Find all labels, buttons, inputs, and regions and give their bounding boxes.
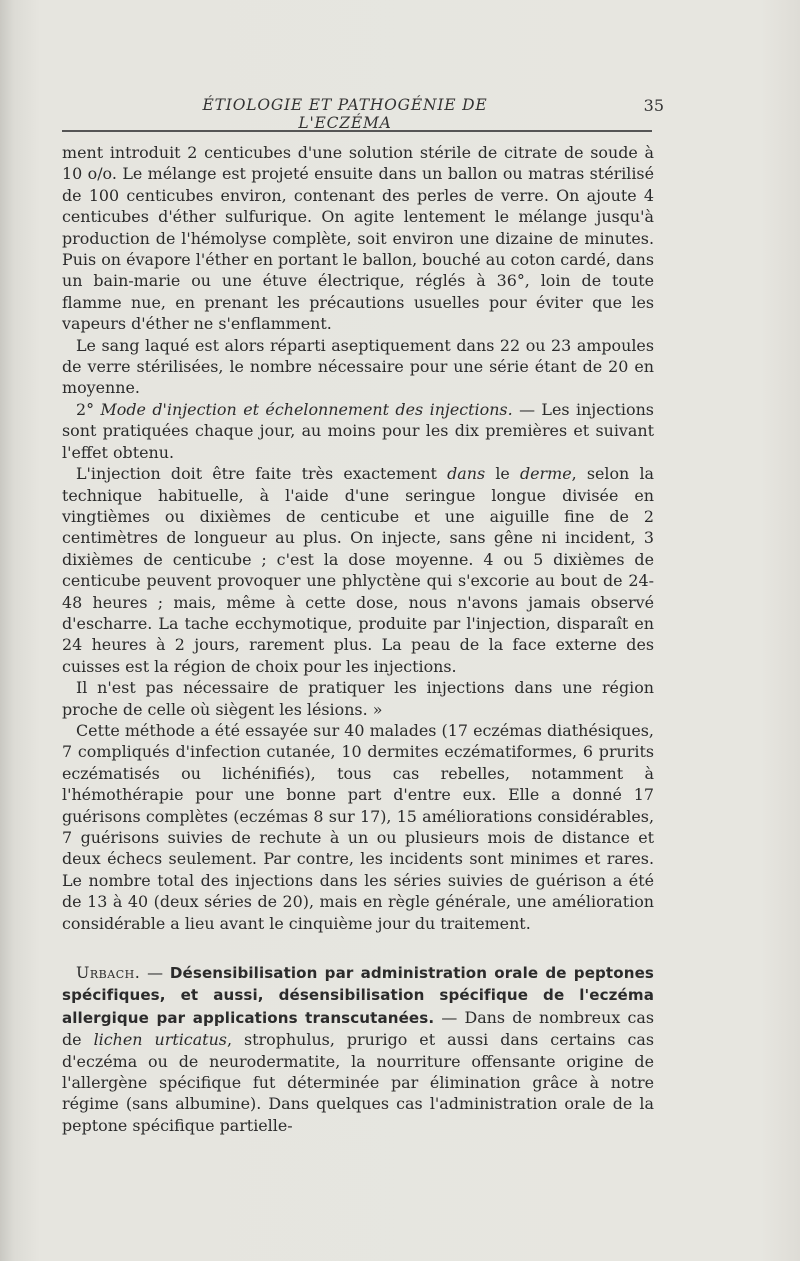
author-name: Urbach. — [76, 963, 141, 983]
section-title: Désensibilisation par administration orale de peptones spécifiques, et aussi, désensibilisation spécifique de l'eczéma allergique par applications transcutanées. — [62, 964, 654, 1027]
paragraph-results: Cette méthode a été essayée sur 40 malades (17 eczémas diathésiques, 7 compliqués d'infection cutanée, 10 dermites eczématiformes, 6 prurits eczématisés ou lichénifiés), tous cas rebelles, notamment à l'hémothérapie pour une bonne part d'entre eux. Elle a donné 17 guérisons complètes (eczémas 8 sur 17), 15 améliorations considérables, 7 guérisons suivies de rechute à un ou plusieurs mois de distance et deux échecs seulement. Par contre, les incidents sont minimes et rares. Le nombre total des injections dans les séries suivies de guérison a été de 13 à 40 (deux séries de 20), mais en règle générale, une amélioration considérable a lieu avant le cinquième jour du traitement. — [62, 720, 654, 933]
emphasis-term: lichen urticatus — [93, 1030, 227, 1050]
paragraph-location: Il n'est pas nécessaire de pratiquer les injections dans une région proche de celle où siègent les lésions. » — [62, 678, 654, 719]
paragraph-blood: Le sang laqué est alors réparti aseptiquement dans 22 ou 23 ampoules de verre stérilisées, le nombre nécessaire pour une série étant de 20 en moyenne. — [62, 335, 654, 398]
header-rule — [62, 130, 652, 132]
running-title: ÉTIOLOGIE ET PATHOGÉNIE DE L'ECZÉMA — [202, 96, 488, 132]
emphasis-dans: dans — [447, 464, 486, 484]
paragraph-continued: ment introduit 2 centicubes d'une solution stérile de citrate de soude à 10 o/o. Le mélange est projeté ensuite dans un ballon ou matras stérilisé de 100 centicubes environ, contenant des perles de verre. On ajoute 4 centicubes d'éther sulfurique. On agite lentement le mélange jusqu'à production de l'hémolyse complète, soit environ une dizaine de minutes. Puis on évapore l'éther en portant le ballon, bouché au coton cardé, dans un bain-marie ou une étuve électrique, réglés à 36°, loin de toute flamme nue, en prenant les précautions usuelles pour éviter que les vapeurs d'éther ne s'enflamment. — [62, 143, 654, 334]
paragraph-injection-mode — [62, 399, 654, 463]
section-gap — [62, 934, 654, 962]
text-run: , strophulus, prurigo et aussi dans certains cas d'eczéma ou de neurodermatite, la nourriture offensante origine de l'allergène spécifique fut déterminée par élimination grâce à notre régime (sans albumine). Dans quelques cas l'administration orale de la peptone spécifique partielle- — [62, 1030, 654, 1135]
body-text — [62, 142, 654, 1136]
emphasis-derme: derme — [519, 464, 572, 484]
text-run: L'injection doit être faite très exactement — [76, 464, 448, 484]
paragraph-text: — Les injections sont pratiquées chaque jour, au moins pour les dix premières et suivant l'effet obtenu. — [62, 399, 654, 462]
subsection-title: Mode d'injection et échelonnement des injections. — [100, 399, 513, 419]
paragraph-urbach — [62, 962, 654, 1136]
text-run: le — [485, 464, 520, 484]
paragraph-technique — [62, 463, 654, 677]
text-run: , selon la technique habituelle, à l'aide d'une seringue longue divisée en vingtièmes ou dixièmes de centicube et une aiguille fine de 2 centimètres de longueur au plus. On injecte, sans gêne ni incident, 3 dixièmes de centicube ; c'est la dose moyenne. 4 ou 5 dixièmes de centicube peuvent provoquer une phlyctène qui s'excorie au bout de 24-48 heures ; mais, même à cette dose, nous n'avons jamais observé d'escharre. La tache ecchymotique, produite par l'injection, disparaît en 24 heures à 2 jours, rarement plus. La peau de la face externe des cuisses est la région de choix pour les injections. — [62, 464, 654, 676]
section-number: 2° — [76, 399, 95, 419]
page-number: 35 — [643, 96, 664, 115]
text-run: — — [140, 963, 170, 983]
text-run: — Dans de nombreux cas de — [62, 1007, 655, 1050]
running-header — [60, 96, 664, 132]
